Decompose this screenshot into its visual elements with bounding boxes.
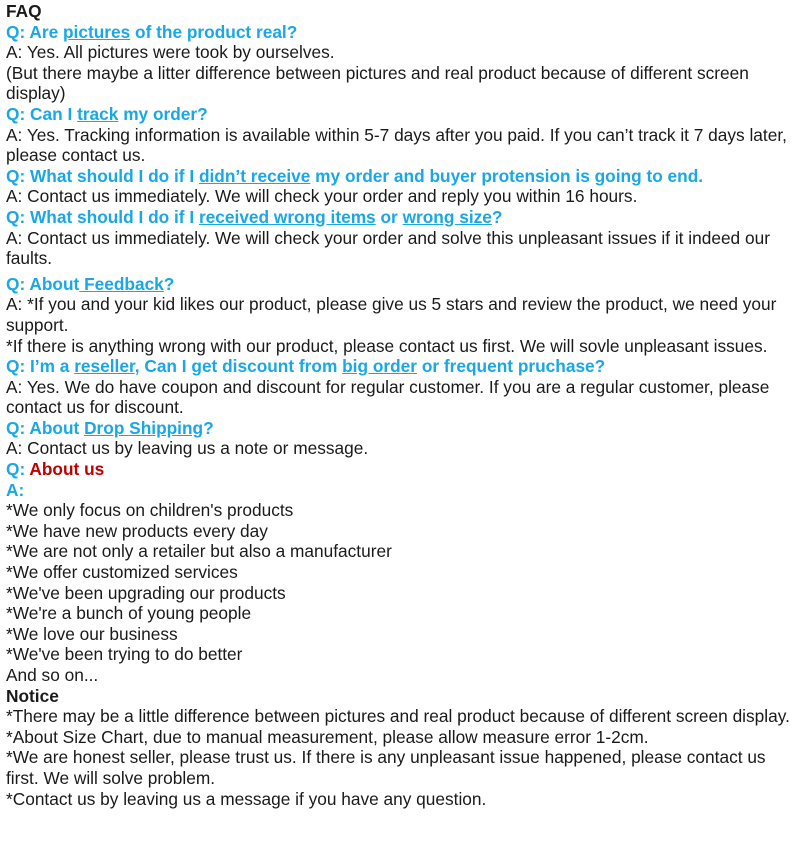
about-item: *We have new products every day <box>6 520 268 541</box>
about-item: And so on... <box>6 665 99 685</box>
notice-item: *Contact us by leaving us a message if you have any question. <box>6 788 487 809</box>
answer-line: A: Contact us immediately. We will check your order and solve this unpleasant issues if it indeed our faults. <box>6 227 770 269</box>
answer-line: *If there is anything wrong with our product, please contact us first. We will sovle unpleasant issues. <box>6 335 768 356</box>
answer-line: A: *If you and your kid likes our product, please give us 5 stars and review the product, we need your support. <box>6 294 777 335</box>
about-item: *We only focus on children's products <box>6 500 294 521</box>
received-wrong-items-link[interactable]: received wrong items <box>198 206 376 227</box>
drop-shipping-link[interactable]: Drop Shipping <box>84 417 204 438</box>
question-track-order: Q: Can I track my order? <box>6 103 208 124</box>
about-item: *We've been upgrading our products <box>6 582 286 603</box>
answer-line: A: Contact us by leaving us a note or message. <box>6 438 369 459</box>
about-item: *We've been trying to do better <box>6 644 243 665</box>
feedback-link[interactable]: Feedback <box>79 273 164 294</box>
faq-title: FAQ <box>6 1 42 21</box>
about-us-title: About us <box>29 459 105 480</box>
answer-line: A: Contact us immediately. We will check your order and reply you within 16 hours. <box>6 186 638 207</box>
answer-line: A: Yes. All pictures were took by ourselves. <box>6 42 335 63</box>
notice-title: Notice <box>6 685 59 706</box>
question-about-us: Q: About us <box>6 459 105 480</box>
wrong-size-link[interactable]: wrong size <box>402 206 492 227</box>
about-answer-label: A: <box>6 479 25 500</box>
question-drop-shipping: Q: About Drop Shipping? <box>6 417 214 438</box>
question-pictures-real: Q: Are pictures of the product real? <box>6 21 298 42</box>
didnt-receive-link[interactable]: didn’t receive <box>198 165 311 186</box>
reseller-link[interactable]: reseller <box>74 356 135 377</box>
about-item: *We love our business <box>6 623 178 644</box>
question-reseller-discount: Q: I’m a reseller, Can I get discount from big order or frequent pruchase? <box>6 356 606 377</box>
question-feedback: Q: About Feedback? <box>6 273 175 294</box>
big-order-link[interactable]: big order <box>342 356 418 377</box>
notice-item: *There may be a little difference between pictures and real product because of different screen display. <box>6 706 790 727</box>
question-wrong-items: Q: What should I do if I received wrong items or wrong size? <box>6 206 503 227</box>
about-item: *We're a bunch of young people <box>6 603 252 624</box>
notice-item: *We are honest seller, please trust us. If there is any unpleasant issue happened, please contact us first. We will solve problem. <box>6 747 766 788</box>
answer-line: A: Yes. We do have coupon and discount for regular customer. If you are a regular customer, please contact us for discount. <box>6 376 770 418</box>
question-didnt-receive: Q: What should I do if I didn’t receive my order and buyer protension is going to end. <box>6 165 704 186</box>
answer-line: A: Yes. Tracking information is available within 5-7 days after you paid. If you can’t track it 7 days later, please contact us. <box>6 124 787 166</box>
about-item: *We offer customized services <box>6 562 238 583</box>
notice-item: *About Size Chart, due to manual measurement, please allow measure error 1-2cm. <box>6 726 649 747</box>
about-item: *We are not only a retailer but also a manufacturer <box>6 541 392 562</box>
pictures-link[interactable]: pictures <box>63 21 131 42</box>
answer-line: (But there maybe a litter difference between pictures and real product because of different screen display) <box>6 62 749 104</box>
track-link[interactable]: track <box>77 103 119 124</box>
